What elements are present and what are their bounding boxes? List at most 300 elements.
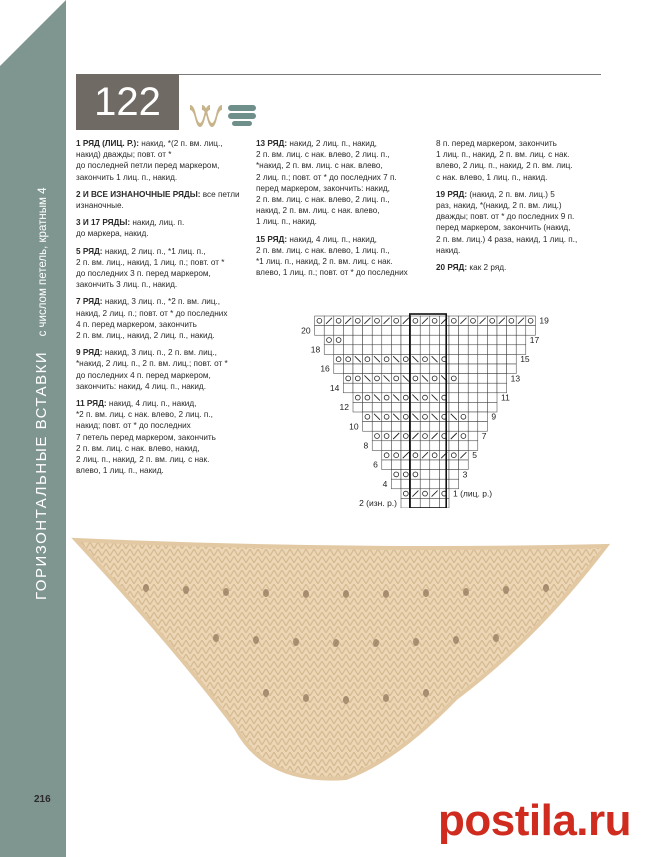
row-number-right: 17 — [529, 334, 540, 345]
chart-cell — [459, 326, 469, 336]
instruction-paragraph — [76, 246, 246, 291]
chart-cell — [507, 316, 517, 326]
chart-cell — [507, 354, 517, 364]
chart-cell — [382, 393, 392, 403]
chart-cell — [487, 374, 497, 384]
chart-cell — [343, 354, 353, 364]
row-number-left: 6 — [373, 459, 378, 470]
instruction-paragraph — [436, 189, 602, 256]
chart-cell — [468, 402, 478, 412]
chart-cell — [411, 326, 421, 336]
chart-cell — [411, 422, 421, 432]
chart-cell — [516, 326, 526, 336]
chart-cell — [439, 422, 449, 432]
chart-cell — [459, 431, 469, 441]
chart-cell — [411, 498, 421, 508]
instruction-line: перед маркером, закончить (накид, — [436, 223, 571, 233]
chart-cell — [411, 364, 421, 374]
difficulty-icons — [188, 101, 258, 127]
chart-cell — [411, 479, 421, 489]
row-heading: 5 РЯД: — [76, 246, 103, 256]
chart-cell — [478, 412, 488, 422]
instructions-column-1 — [76, 138, 246, 482]
instruction-paragraph — [76, 398, 246, 476]
chart-cell — [439, 479, 449, 489]
chart-cell — [411, 470, 421, 480]
chart-cell — [372, 364, 382, 374]
chart-cell — [459, 354, 469, 364]
chart-cell — [391, 479, 401, 489]
chart-cell — [449, 326, 459, 336]
row-number-left: 14 — [329, 382, 340, 393]
chart-cell — [391, 335, 401, 345]
row-number-right: 7 — [481, 430, 487, 441]
instruction-line: перед маркером, закончить: накид, — [256, 183, 390, 193]
chart-cell — [420, 460, 430, 470]
instruction-line: 8 п. перед маркером, закончить — [436, 139, 557, 148]
chart-cell — [439, 460, 449, 470]
instruction-line: накид, 3 лиц. п., *2 п. вм. лиц., — [104, 297, 221, 307]
chart-cell — [459, 374, 469, 384]
instruction-line: *накид, 2 лиц. п., 2 п. вм. лиц.; повт. от * — [76, 359, 228, 369]
chart-cell — [411, 402, 421, 412]
chart-cell — [372, 316, 382, 326]
chart-cell — [372, 422, 382, 432]
chart-cell — [468, 383, 478, 393]
chart-cell — [430, 460, 440, 470]
chart-cell — [497, 383, 507, 393]
chart-cell — [497, 326, 507, 336]
chart-cell — [439, 431, 449, 441]
chart-cell — [478, 326, 488, 336]
chart-cell — [439, 441, 449, 451]
chart-cell — [487, 354, 497, 364]
chart-cell — [353, 374, 363, 384]
instruction-line: накид, 2 лиц. п., накид, — [289, 139, 377, 148]
chart-cell — [382, 383, 392, 393]
chart-cell — [439, 498, 449, 508]
chart-cell — [478, 422, 488, 432]
chart-cell — [449, 383, 459, 393]
chart-cell — [430, 316, 440, 326]
chart-cell — [420, 335, 430, 345]
chart-cell — [497, 374, 507, 384]
chart-cell — [439, 364, 449, 374]
chart-cell — [353, 364, 363, 374]
chart-cell — [487, 316, 497, 326]
chart-cell — [324, 326, 334, 336]
instruction-line: 7 петель перед маркером, закончить — [76, 432, 216, 442]
instruction-paragraph — [76, 217, 246, 239]
chart-cell — [363, 383, 373, 393]
chart-cell — [363, 364, 373, 374]
chart-cell — [430, 383, 440, 393]
chart-cell — [478, 393, 488, 403]
row-number-right: 5 — [472, 450, 477, 461]
chart-cell — [449, 354, 459, 364]
instruction-line: 1 лиц. п., накид, 2 п. вм. лиц. с нак. — [436, 150, 570, 160]
chart-cell — [449, 470, 459, 480]
chart-cell — [468, 345, 478, 355]
chart-cell — [439, 412, 449, 422]
chart-cell — [449, 345, 459, 355]
instruction-line: все петли изнаночные. — [76, 189, 240, 211]
chart-cell — [430, 364, 440, 374]
instruction-line: до последних 3 п. перед маркером, — [76, 269, 211, 279]
chart-cell — [478, 383, 488, 393]
chart-cell — [391, 374, 401, 384]
row-number-left: 18 — [310, 344, 321, 355]
chart-cell — [459, 345, 469, 355]
chart-cell — [372, 345, 382, 355]
chart-cell — [420, 431, 430, 441]
chart-cell — [382, 345, 392, 355]
chart-cell — [411, 441, 421, 451]
instruction-line: 2 лиц. п.; повт. от * до последних 7 п. — [256, 172, 397, 182]
chart-cell — [430, 441, 440, 451]
chart-cell — [459, 364, 469, 374]
chart-cell — [516, 335, 526, 345]
instruction-line: закончить 3 лиц. п., накид. — [76, 280, 178, 290]
chart-cell — [430, 335, 440, 345]
instruction-line: влево, 1 лиц. п.; повт. от * до последних — [256, 268, 408, 278]
instruction-line: 2 п. вм. лиц. с нак. влево, накид, — [76, 443, 200, 453]
chart-cell — [487, 402, 497, 412]
chart-cell — [459, 402, 469, 412]
chart-cell — [353, 383, 363, 393]
chart-cell — [420, 412, 430, 422]
chart-cell — [478, 364, 488, 374]
chart-cell — [382, 335, 392, 345]
chart-cell — [487, 383, 497, 393]
chart-cell — [382, 412, 392, 422]
lace-stitch-icon — [228, 105, 256, 126]
chart-cell — [382, 441, 392, 451]
instruction-line: 1 лиц. п., накид. — [256, 217, 317, 227]
chart-cell — [411, 345, 421, 355]
knitted-swatch-photo — [66, 528, 626, 808]
instruction-line: накид. — [436, 245, 461, 255]
chart-cell — [334, 345, 344, 355]
chart-cell — [391, 345, 401, 355]
chart-cell — [420, 383, 430, 393]
chart-cell — [382, 460, 392, 470]
chart-cell — [507, 326, 517, 336]
instruction-paragraph — [76, 189, 246, 211]
instruction-paragraph — [76, 347, 246, 392]
chart-cell — [468, 364, 478, 374]
chart-cell — [420, 470, 430, 480]
chart-cell — [430, 470, 440, 480]
chart-cell — [363, 326, 373, 336]
chart-cell — [372, 431, 382, 441]
chart-cell — [334, 335, 344, 345]
chart-cell — [468, 393, 478, 403]
chart-cell — [497, 364, 507, 374]
chart-cell — [382, 402, 392, 412]
instruction-line: *2 п. вм. лиц. с нак. влево, 2 лиц. п., — [76, 410, 213, 420]
instruction-line: до маркера, накид. — [76, 229, 149, 239]
row-number-left: 4 — [382, 478, 388, 489]
row-number-right: 15 — [520, 354, 530, 365]
chart-cell — [459, 335, 469, 345]
row-number-left: 2 (изн. р.) — [359, 498, 397, 508]
chart-cell — [468, 431, 478, 441]
chart-cell — [411, 460, 421, 470]
chart-cell — [363, 345, 373, 355]
instruction-line: *накид, 2 п. вм. лиц. с нак. влево, — [256, 161, 383, 171]
instructions-column-3 — [436, 138, 602, 279]
instruction-line: накид, 4 лиц. п., накид, — [108, 399, 197, 409]
chart-cell — [334, 354, 344, 364]
chart-cell — [468, 354, 478, 364]
instruction-line: влево, 2 лиц. п., накид, 2 п. вм. лиц. — [436, 161, 573, 171]
chart-cell — [430, 402, 440, 412]
chart-cell — [391, 460, 401, 470]
chart-cell — [449, 393, 459, 403]
chart-cell — [324, 335, 334, 345]
instruction-line: 2 п. вм. лиц. с нак. влево, 2 лиц. п., — [256, 195, 390, 205]
chart-cell — [343, 383, 353, 393]
chart-cell — [459, 460, 469, 470]
instruction-paragraph — [76, 138, 246, 183]
chart-cell — [391, 422, 401, 432]
chart-cell — [411, 383, 421, 393]
chart-cell — [449, 422, 459, 432]
chart-cell — [468, 422, 478, 432]
chart-cell — [372, 441, 382, 451]
instruction-line: (накид, 2 п. вм. лиц.) 5 — [469, 189, 555, 199]
chart-cell — [439, 393, 449, 403]
chart-cell — [363, 402, 373, 412]
chart-cell — [363, 412, 373, 422]
chart-cell — [487, 345, 497, 355]
instruction-line: накид; повт. от * до последних — [76, 421, 191, 431]
chart-cell — [430, 374, 440, 384]
chart-cell — [363, 354, 373, 364]
chart-cell — [391, 441, 401, 451]
chart-cell — [507, 335, 517, 345]
row-number-left: 16 — [320, 363, 330, 374]
chart-cell — [497, 345, 507, 355]
instruction-paragraph — [256, 138, 426, 228]
chart-cell — [459, 393, 469, 403]
row-heading: 2 И ВСЕ ИЗНАНОЧНЫЕ РЯДЫ: — [76, 189, 201, 199]
sidebar-title: ГОРИЗОНТАЛЬНЫЕ ВСТАВКИ — [33, 350, 50, 600]
chart-cell — [439, 383, 449, 393]
chart-cell — [420, 489, 430, 499]
instruction-line: *1 лиц. п., накид, 2 п. вм. лиц. с нак. — [256, 257, 393, 267]
row-number-left: 20 — [301, 325, 311, 336]
watermark-logo: postila.ru — [438, 796, 632, 845]
chart-cell — [315, 326, 325, 336]
row-heading: 20 РЯД: — [436, 263, 468, 273]
chart-cell — [439, 335, 449, 345]
chart-cell — [439, 326, 449, 336]
chart-cell — [391, 326, 401, 336]
chart-cell — [382, 364, 392, 374]
chart-cell — [478, 354, 488, 364]
chart-cell — [334, 316, 344, 326]
instruction-line: 2 п. вм. лиц. с нак. влево, 2 лиц. п., — [256, 150, 390, 160]
chart-cell — [516, 345, 526, 355]
chart-cell — [487, 335, 497, 345]
chart-cell — [459, 422, 469, 432]
chart-cell — [420, 345, 430, 355]
chart-cell — [497, 354, 507, 364]
instruction-paragraph — [436, 262, 602, 273]
chart-cell — [449, 441, 459, 451]
knit-stitch-icon — [190, 105, 222, 127]
chart-cell — [439, 489, 449, 499]
chart-cell — [449, 460, 459, 470]
chart-cell — [507, 364, 517, 374]
chart-cell — [353, 326, 363, 336]
chart-cell — [315, 316, 325, 326]
chart-cell — [391, 450, 401, 460]
instruction-line: до последней петли перед маркером, — [76, 161, 220, 171]
chart-cell — [478, 345, 488, 355]
chart-cell — [372, 326, 382, 336]
chart-cell — [363, 335, 373, 345]
chart-cell — [363, 393, 373, 403]
instruction-line: накид, лиц. п. — [132, 218, 185, 228]
chart-cell — [343, 364, 353, 374]
chart-cell — [497, 335, 507, 345]
stitch-chart — [295, 308, 555, 508]
chart-cell — [430, 422, 440, 432]
chart-cell — [468, 316, 478, 326]
row-heading: 13 РЯД: — [256, 139, 288, 148]
row-heading: 3 И 17 РЯДЫ: — [76, 218, 131, 228]
instruction-line: закончить 1 лиц. п., накид. — [76, 172, 178, 182]
instruction-line: раз, накид, *(накид, 2 п. вм. лиц.) — [436, 201, 562, 211]
chart-cell — [363, 422, 373, 432]
instruction-line: 2 п. вм. лиц., накид, 1 лиц. п.; повт. от * — [76, 257, 225, 267]
chart-cell — [382, 422, 392, 432]
chart-cell — [420, 393, 430, 403]
chart-cell — [343, 326, 353, 336]
chart-cell — [430, 498, 440, 508]
chart-cell — [478, 374, 488, 384]
chart-cell — [430, 479, 440, 489]
chart-cell — [382, 450, 392, 460]
row-number-left: 12 — [339, 402, 349, 413]
chart-cell — [507, 345, 517, 355]
chart-cell — [439, 345, 449, 355]
chart-cell — [468, 326, 478, 336]
row-number-right: 9 — [491, 411, 497, 422]
instructions-column-2 — [256, 138, 426, 284]
pattern-number: 122 — [76, 74, 179, 130]
chart-cell — [449, 374, 459, 384]
chart-cell — [459, 441, 469, 451]
row-heading: 7 РЯД: — [76, 297, 103, 307]
instruction-line: накид, 4 лиц. п., накид, — [289, 234, 377, 244]
chart-cell — [343, 335, 353, 345]
chart-cell — [391, 470, 401, 480]
chart-cell — [382, 326, 392, 336]
chart-cell — [449, 450, 459, 460]
sidebar-heading — [33, 188, 51, 600]
instruction-line: накид) дважды; повт. от * — [76, 150, 172, 160]
chart-cell — [372, 335, 382, 345]
chart-cell — [449, 479, 459, 489]
instruction-line: накид, *(2 п. вм. лиц., — [141, 139, 223, 148]
chart-cell — [353, 393, 363, 403]
chart-cell — [439, 470, 449, 480]
row-heading: 1 РЯД (ЛИЦ. Р.): — [76, 139, 139, 148]
instruction-line: до последних 4 п. перед маркером, — [76, 370, 211, 380]
chart-cell — [487, 326, 497, 336]
chart-cell — [353, 335, 363, 345]
instruction-line: 2 п. вм. лиц.) 4 раза, накид, 1 лиц. п., — [436, 234, 578, 244]
chart-cell — [343, 374, 353, 384]
chart-cell — [420, 402, 430, 412]
chart-cell — [439, 402, 449, 412]
row-number-right: 13 — [510, 373, 521, 384]
row-number-left: 10 — [349, 421, 359, 432]
instruction-line: 2 п. вм. лиц. с нак. влево, 1 лиц. п., — [256, 245, 390, 255]
page-number: 216 — [34, 794, 51, 805]
chart-cell — [478, 335, 488, 345]
instruction-line: накид, 2 лиц. п., *1 лиц. п., — [104, 246, 206, 256]
instruction-line: влево, 1 лиц. п., накид. — [76, 466, 164, 476]
chart-cell — [459, 383, 469, 393]
chart-cell — [411, 335, 421, 345]
chart-cell — [420, 326, 430, 336]
chart-cell — [449, 364, 459, 374]
row-heading: 15 РЯД: — [256, 234, 288, 244]
instruction-paragraph — [256, 234, 426, 279]
chart-cell — [449, 316, 459, 326]
chart-cell — [411, 374, 421, 384]
chart-cell — [420, 364, 430, 374]
chart-cell — [334, 326, 344, 336]
instruction-line: 4 п. перед маркером, закончить — [76, 319, 197, 329]
chart-cell — [487, 393, 497, 403]
chart-cell — [468, 441, 478, 451]
chart-cell — [420, 422, 430, 432]
instruction-paragraph — [436, 138, 602, 183]
chart-cell — [391, 364, 401, 374]
chart-cell — [526, 326, 536, 336]
chart-cell — [468, 374, 478, 384]
instruction-line: накид, 2 п. вм. лиц. с нак. влево, — [256, 206, 380, 216]
row-number-right: 1 (лиц. р.) — [453, 488, 493, 499]
chart-cell — [526, 316, 536, 326]
chart-cell — [459, 412, 469, 422]
instruction-line: как 2 ряд. — [469, 263, 507, 273]
chart-cell — [468, 412, 478, 422]
chart-cell — [449, 335, 459, 345]
chart-cell — [324, 345, 334, 355]
chart-cell — [334, 364, 344, 374]
chart-cell — [420, 354, 430, 364]
chart-cell — [420, 498, 430, 508]
instruction-line: накид, 3 лиц. п., 2 п. вм. лиц., — [104, 348, 217, 358]
corner-fold — [0, 0, 66, 66]
header-rule — [179, 74, 601, 75]
chart-cell — [391, 383, 401, 393]
section-sidebar — [0, 0, 66, 857]
chart-cell — [343, 345, 353, 355]
chart-cell — [487, 364, 497, 374]
chart-cell — [372, 374, 382, 384]
chart-cell — [468, 335, 478, 345]
chart-cell — [411, 450, 421, 460]
chart-cell — [353, 316, 363, 326]
